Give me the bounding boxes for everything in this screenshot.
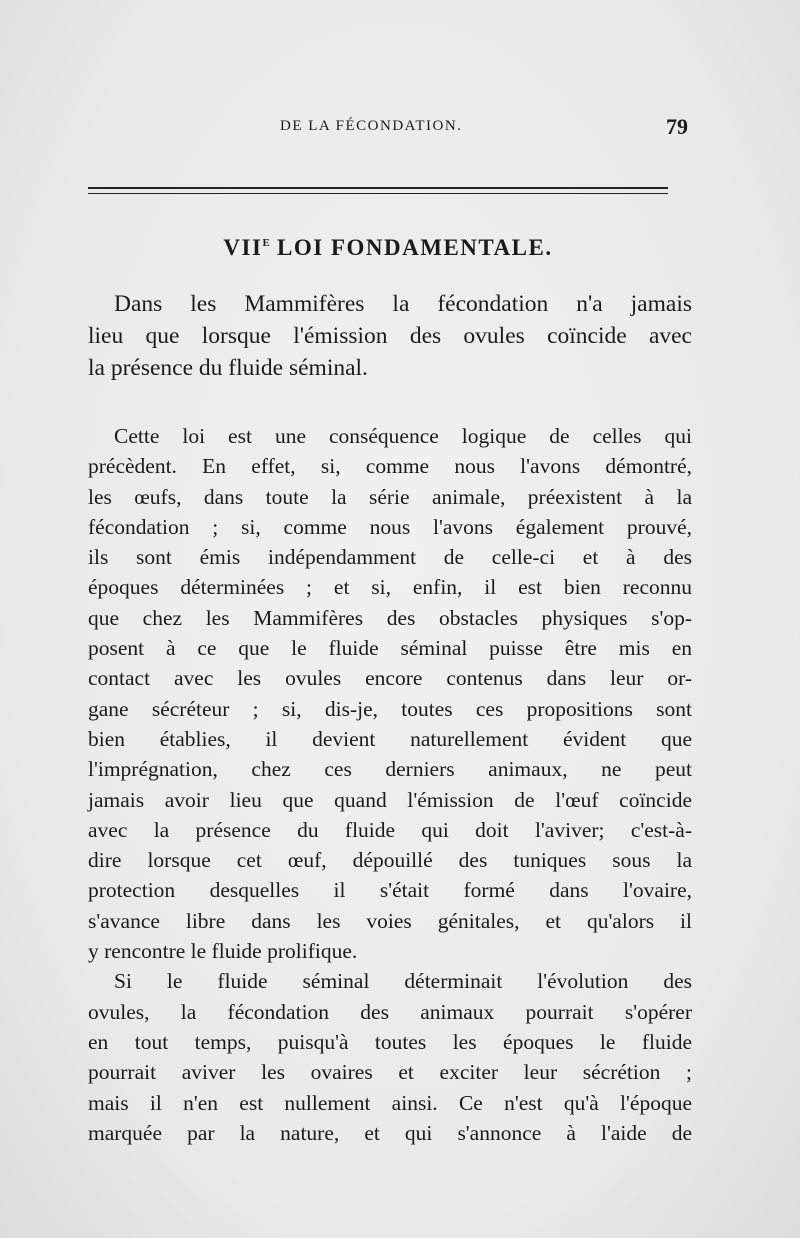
text-line: jamais avoir lieu que quand l'émission de l'œuf coïncide (88, 787, 692, 812)
text-line: y rencontre le fluide prolifique. (88, 939, 358, 964)
text-line: ils sont émis indépendamment de celle-ci et à des (88, 545, 692, 570)
text-line: précèdent. En effet, si, comme nous l'avons démontré, (88, 454, 692, 479)
law-line: la présence du fluide séminal. (88, 355, 368, 381)
text-line: protection desquelles il s'était formé dans l'ovaire, (88, 878, 692, 903)
paragraph-1 (88, 421, 692, 966)
double-rule-top (88, 187, 668, 189)
paragraph-2 (88, 966, 692, 1148)
body-text (88, 421, 692, 1148)
text-line: marquée par la nature, et qui s'annonce à l'aide de (88, 1120, 692, 1145)
text-line: posent à ce que le fluide séminal puisse être mis en (88, 636, 692, 661)
section-ordinal: $VII^E$ (223, 235, 270, 260)
text-line: bien établies, il devient naturellement évident que (88, 726, 692, 751)
section-ordinal-superscript: E (262, 237, 270, 249)
text-line: les œufs, dans toute la série animale, préexistent à la (88, 484, 692, 509)
text-line: Cette loi est une conséquence logique de celles qui (114, 424, 692, 448)
law-line: lieu que lorsque l'émission des ovules coïncide avec (88, 323, 692, 349)
text-line: mais il n'en est nullement ainsi. Ce n'est qu'à l'époque (88, 1090, 692, 1115)
page-number: 79 (666, 114, 688, 139)
text-line: ovules, la fécondation des animaux pourrait s'opérer (88, 999, 692, 1024)
text-line: dire lorsque cet œuf, dépouillé des tuniques sous la (88, 848, 692, 873)
text-line: fécondation ; si, comme nous l'avons également prouvé, (88, 514, 692, 539)
text-line: époques déterminées ; et si, enfin, il est bien reconnu (88, 575, 692, 600)
section-heading (88, 235, 688, 261)
running-head (88, 114, 688, 144)
law-statement (88, 288, 692, 384)
text-line: Si le fluide séminal déterminait l'évolution des (114, 969, 692, 994)
section-title: LOI FONDAMENTALE. (277, 235, 553, 260)
double-rule-bottom (88, 193, 668, 194)
law-line: Dans les Mammifères la fécondation n'a jamais (114, 291, 692, 317)
running-title: DE LA FÉCONDATION. (280, 118, 463, 134)
text-line: l'imprégnation, chez ces derniers animaux, ne peut (88, 757, 692, 782)
text-line: que chez les Mammifères des obstacles physiques s'op- (88, 605, 692, 630)
text-line: en tout temps, puisqu'à toutes les époques le fluide (88, 1029, 692, 1054)
text-line: contact avec les ovules encore contenus dans leur or- (88, 666, 692, 691)
text-line: s'avance libre dans les voies génitales, et qu'alors il (88, 908, 692, 933)
text-line: avec la présence du fluide qui doit l'aviver; c'est-à- (88, 817, 692, 842)
text-line: pourrait aviver les ovaires et exciter leur sécrétion ; (88, 1060, 692, 1085)
text-line: gane sécréteur ; si, dis-je, toutes ces propositions sont (88, 696, 692, 721)
